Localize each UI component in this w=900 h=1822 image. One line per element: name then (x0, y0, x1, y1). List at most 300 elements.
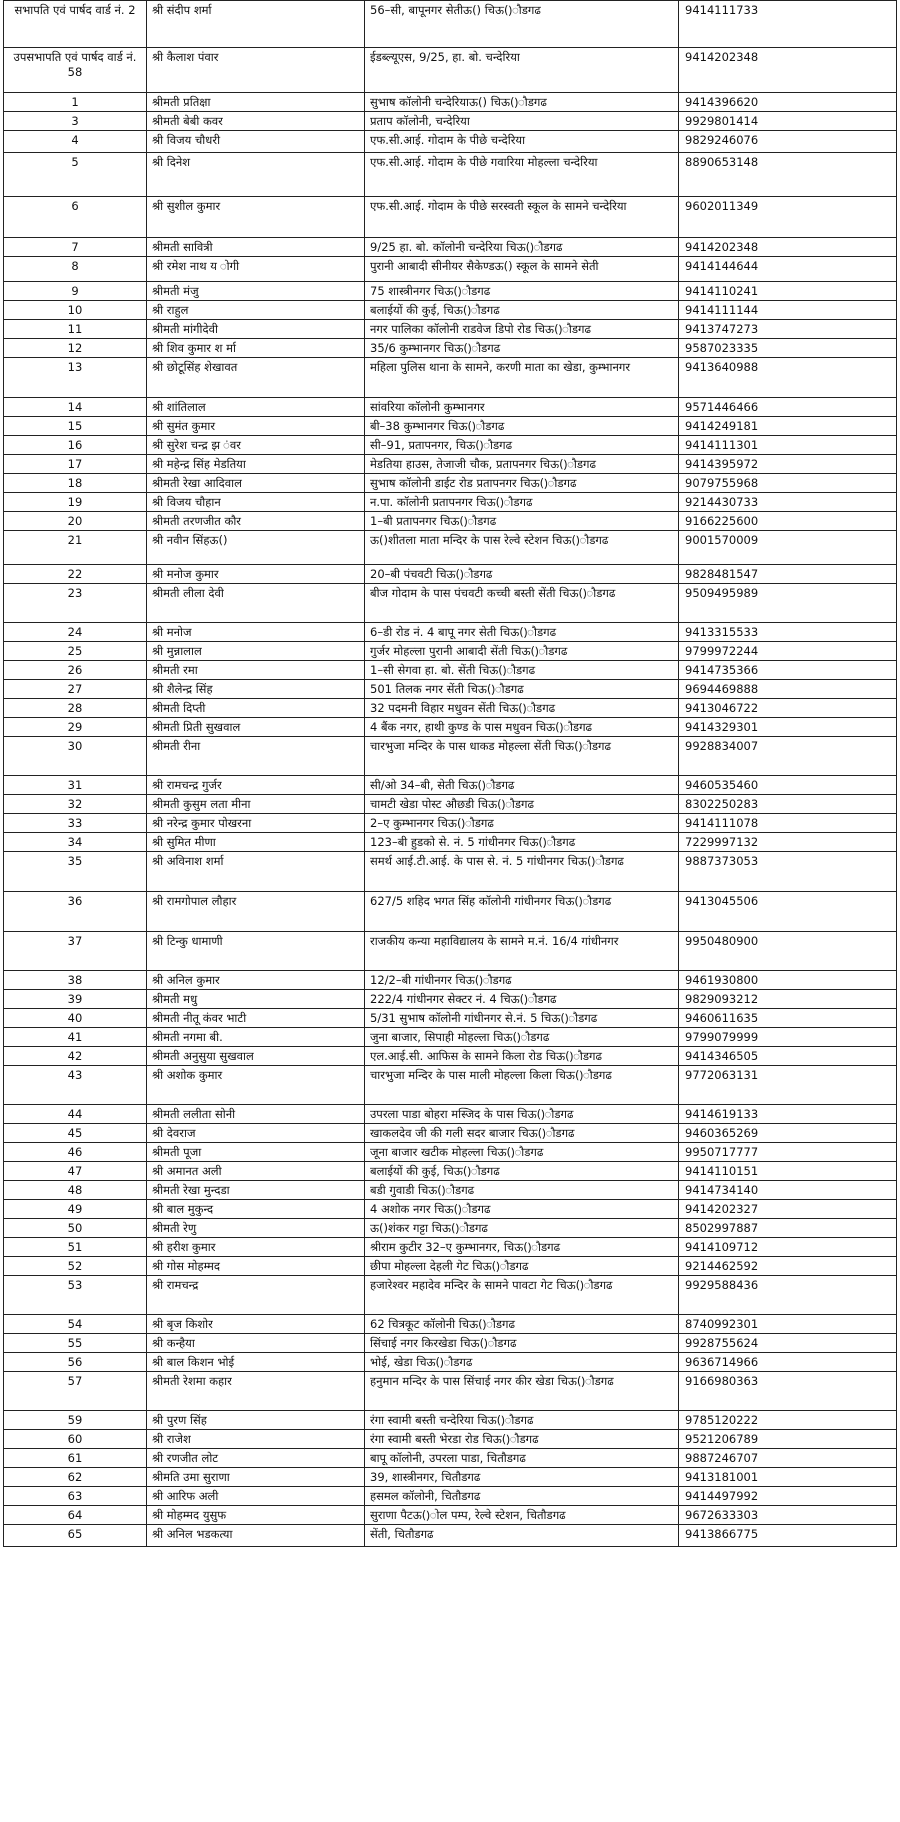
table-row (4, 417, 897, 436)
ward-number: 51 (4, 1238, 147, 1257)
councillor-address: सांवरिया कॉलोनी कुम्भानगर (365, 398, 679, 417)
table-row (4, 531, 897, 565)
councillor-name: श्री सुमित मीणा (147, 833, 365, 852)
councillor-address: राजकीय कन्या महाविद्यालय के सामने म.नं. 16/4 गांधीनगर (365, 932, 679, 971)
councillor-address: 75 शास्त्रीनगर चिऊ()ौडगढ (365, 282, 679, 301)
councillor-phone: 9414111301 (679, 436, 897, 455)
table-row (4, 93, 897, 112)
councillor-name: श्री शैलेन्द्र सिंह (147, 680, 365, 699)
councillor-phone: 9166980363 (679, 1372, 897, 1411)
councillor-address: गुर्जर मोहल्ला पुरानी आबादी सेंती चिऊ()ौडगढ (365, 642, 679, 661)
councillor-name: श्री छोटूसिंह शेखावत (147, 358, 365, 398)
ward-number: 47 (4, 1162, 147, 1181)
ward-number: 40 (4, 1009, 147, 1028)
councillor-name: श्रीमती रीना (147, 737, 365, 776)
councillor-phone: 9928834007 (679, 737, 897, 776)
ward-number: 56 (4, 1353, 147, 1372)
councillor-phone: 9950717777 (679, 1143, 897, 1162)
ward-number: 31 (4, 776, 147, 795)
ward-number: 39 (4, 990, 147, 1009)
councillor-address: 1–बी प्रतापनगर चिऊ()ौडगढ (365, 512, 679, 531)
ward-number: 18 (4, 474, 147, 493)
councillor-address: एफ.सी.आई. गोदाम के पीछे चन्देरिया (365, 131, 679, 153)
ward-number: 60 (4, 1430, 147, 1449)
table-row (4, 565, 897, 584)
ward-number: 14 (4, 398, 147, 417)
table-row (4, 257, 897, 282)
ward-number: 30 (4, 737, 147, 776)
table-row (4, 358, 897, 398)
councillor-name: श्री अविनाश शर्मा (147, 852, 365, 892)
councillor-address: सुभाष कॉलोनी चन्देरियाऊ() चिऊ()ौडगढ (365, 93, 679, 112)
ward-number: 32 (4, 795, 147, 814)
councillor-name: श्री कन्हैया (147, 1334, 365, 1353)
councillor-phone: 9602011349 (679, 197, 897, 238)
councillor-name: श्रीमती अनुसुया सुखवाल (147, 1047, 365, 1066)
table-row (4, 436, 897, 455)
ward-number: 4 (4, 131, 147, 153)
ward-number: 64 (4, 1506, 147, 1525)
councillor-name: श्री अनिल कुमार (147, 971, 365, 990)
ward-number: 11 (4, 320, 147, 339)
office-bearer-post: उपसभापति एवं पार्षद वार्ड नं. 58 (4, 48, 147, 93)
councillor-address: 35/6 कुम्भानगर चिऊ()ौडगढ (365, 339, 679, 358)
councillor-name: श्रीमती बेबी कवर (147, 112, 365, 131)
ward-number: 54 (4, 1315, 147, 1334)
councillor-name: श्री विजय चौधरी (147, 131, 365, 153)
councillor-address: पुरानी आबादी सीनीयर सैकेण्डऊ() स्कूल के सामने सेती (365, 257, 679, 282)
ward-number: 38 (4, 971, 147, 990)
councillor-name: श्रीमती कुसुम लता मीना (147, 795, 365, 814)
councillor-name: श्री टिन्कु धामाणी (147, 932, 365, 971)
councillor-address: चामटी खेडा पोस्ट औछडी चिऊ()ौडगढ (365, 795, 679, 814)
ward-number: 8 (4, 257, 147, 282)
councillor-address: उपरला पाडा बोहरा मस्जिद के पास चिऊ()ौडगढ (365, 1105, 679, 1124)
councillor-phone: 9414497992 (679, 1487, 897, 1506)
office-bearer-row (4, 48, 897, 93)
councillor-name: श्री मुन्नालाल (147, 642, 365, 661)
ward-number: 19 (4, 493, 147, 512)
councillor-phone: 9414110151 (679, 1162, 897, 1181)
ward-number: 15 (4, 417, 147, 436)
councillor-name: श्री रामचन्द्र गुर्जर (147, 776, 365, 795)
councillor-phone: 9950480900 (679, 932, 897, 971)
table-row (4, 1238, 897, 1257)
ward-number: 42 (4, 1047, 147, 1066)
councillor-address: 4 अशोक नगर चिऊ()ौडगढ (365, 1200, 679, 1219)
councillor-phone: 9414110241 (679, 282, 897, 301)
ward-number: 25 (4, 642, 147, 661)
councillor-address: बी–38 कुम्भानगर चिऊ()ौडगढ (365, 417, 679, 436)
councillor-address: रंगा स्वामी बस्ती चन्देरिया चिऊ()ौडगढ (365, 1411, 679, 1430)
table-row (4, 623, 897, 642)
table-row (4, 1334, 897, 1353)
table-row (4, 512, 897, 531)
councillor-name: श्रीमती रेणु (147, 1219, 365, 1238)
councillor-address: एल.आई.सी. आफिस के सामने किला रोड चिऊ()ौडगढ (365, 1047, 679, 1066)
ward-number: 12 (4, 339, 147, 358)
table-row (4, 112, 897, 131)
table-row (4, 699, 897, 718)
councillor-name: श्रीमती मधु (147, 990, 365, 1009)
councillor-name: श्रीमति उमा सुराणा (147, 1468, 365, 1487)
ward-number: 7 (4, 238, 147, 257)
councillor-phone: 9413747273 (679, 320, 897, 339)
councillor-address: 32 पदमनी विहार मधुवन सेंती चिऊ()ौडगढ (365, 699, 679, 718)
councillor-address: रंगा स्वामी बस्ती भेरडा रोड चिऊ()ौडगढ (365, 1430, 679, 1449)
councillor-name: श्री अमानत अली (147, 1162, 365, 1181)
ward-number: 26 (4, 661, 147, 680)
table-row (4, 990, 897, 1009)
councillor-phone: 9414396620 (679, 93, 897, 112)
councillor-address: 222/4 गांधीनगर सेक्टर नं. 4 चिऊ()ौडगढ (365, 990, 679, 1009)
councillor-phone: 9828481547 (679, 565, 897, 584)
ward-number: 20 (4, 512, 147, 531)
ward-number: 34 (4, 833, 147, 852)
table-row (4, 892, 897, 932)
councillor-address: एफ.सी.आई. गोदाम के पीछे गवारिया मोहल्ला चन्देरिया (365, 153, 679, 197)
councillor-name: श्री मनोज (147, 623, 365, 642)
councillor-phone: 9521206789 (679, 1430, 897, 1449)
councillor-name: श्री शिव कुमार श र्मा (147, 339, 365, 358)
councillor-phone: 9414619133 (679, 1105, 897, 1124)
ward-number: 35 (4, 852, 147, 892)
table-row (4, 642, 897, 661)
table-row (4, 1200, 897, 1219)
ward-number: 22 (4, 565, 147, 584)
table-row (4, 1257, 897, 1276)
councillor-name: श्रीमती रेखा मुन्दडा (147, 1181, 365, 1200)
councillor-name: श्री रामगोपाल लौहार (147, 892, 365, 932)
councillor-phone: 9414734140 (679, 1181, 897, 1200)
ward-number: 29 (4, 718, 147, 737)
councillor-phone: 9636714966 (679, 1353, 897, 1372)
table-row (4, 680, 897, 699)
councillor-address: चारभुजा मन्दिर के पास धाकड मोहल्ला सेंती चिऊ()ौडगढ (365, 737, 679, 776)
councillor-phone: 8890653148 (679, 153, 897, 197)
table-row (4, 1430, 897, 1449)
councillor-name: श्री राजेश (147, 1430, 365, 1449)
councillor-phone: 9414111144 (679, 301, 897, 320)
ward-number: 1 (4, 93, 147, 112)
councillor-name: श्री बाल मुकुन्द (147, 1200, 365, 1219)
councillor-address: बलाईयों की कुई, चिऊ()ौडगढ (365, 301, 679, 320)
councillor-address: श्रीराम कुटीर 32–ए कुम्भानगर, चिऊ()ौडगढ (365, 1238, 679, 1257)
councillor-address: हसमल कॉलोनी, चितौडगढ (365, 1487, 679, 1506)
councillor-phone: 7229997132 (679, 833, 897, 852)
table-row (4, 584, 897, 623)
councillor-phone: 9413640988 (679, 358, 897, 398)
councillor-phone: 9414111733 (679, 1, 897, 48)
councillor-address: चारभुजा मन्दिर के पास माली मोहल्ला किला चिऊ()ौडगढ (365, 1066, 679, 1105)
councillor-address: बलाईयों की कुई, चिऊ()ौडगढ (365, 1162, 679, 1181)
councillor-name: श्रीमती रमा (147, 661, 365, 680)
councillor-address: मेडतिया हाउस, तेजाजी चौक, प्रतापनगर चिऊ()ौडगढ (365, 455, 679, 474)
councillor-name: श्री महेन्द्र सिंह मेडतिया (147, 455, 365, 474)
ward-number: 43 (4, 1066, 147, 1105)
table-row (4, 852, 897, 892)
councillor-phone: 9413046722 (679, 699, 897, 718)
councillor-address: सी/ओ 34–बी, सेती चिऊ()ौडगढ (365, 776, 679, 795)
table-row (4, 398, 897, 417)
councillor-address: 9/25 हा. बो. कॉलोनी चन्देरिया चिऊ()ौडगढ (365, 238, 679, 257)
ward-number: 37 (4, 932, 147, 971)
councillor-address: सुराणा पैटऊ()ोल पम्प, रेल्वे स्टेशन, चितौडगढ (365, 1506, 679, 1525)
table-row (4, 131, 897, 153)
councillor-phone: 9694469888 (679, 680, 897, 699)
table-row (4, 1449, 897, 1468)
councillor-address: खाकलदेव जी की गली सदर बाजार चिऊ()ौडगढ (365, 1124, 679, 1143)
councillor-name: श्री पुरण सिंह (147, 1411, 365, 1430)
councillor-phone: 9413181001 (679, 1468, 897, 1487)
councillor-address: एफ.सी.आई. गोदाम के पीछे सरस्वती स्कूल के सामने चन्देरिया (365, 197, 679, 238)
councillor-phone: 9587023335 (679, 339, 897, 358)
councillor-address: समर्थ आई.टी.आई. के पास से. नं. 5 गांधीनगर चिऊ()ौडगढ (365, 852, 679, 892)
table-row (4, 814, 897, 833)
councillor-phone: 9928755624 (679, 1334, 897, 1353)
councillor-address: 123–बी हुडको से. नं. 5 गांधीनगर चिऊ()ौडगढ (365, 833, 679, 852)
table-row (4, 197, 897, 238)
councillor-name: श्री मनोज कुमार (147, 565, 365, 584)
councillor-phone: 9001570009 (679, 531, 897, 565)
councillor-name: श्री मोहम्मद युसुफ (147, 1506, 365, 1525)
table-row (4, 795, 897, 814)
table-row (4, 282, 897, 301)
ward-number: 44 (4, 1105, 147, 1124)
councillor-phone: 9829246076 (679, 131, 897, 153)
ward-number: 52 (4, 1257, 147, 1276)
councillor-address: ऊ()शीतला माता मन्दिर के पास रेल्वे स्टेशन चिऊ()ौडगढ (365, 531, 679, 565)
councillor-phone: 9414329301 (679, 718, 897, 737)
councillor-name: श्री हरीश कुमार (147, 1238, 365, 1257)
councillor-phone: 9414109712 (679, 1238, 897, 1257)
councillor-address: न.पा. कॉलोनी प्रतापनगर चिऊ()ौडगढ (365, 493, 679, 512)
table-row (4, 1009, 897, 1028)
councillor-name: श्रीमती रेखा आदिवाल (147, 474, 365, 493)
table-row (4, 971, 897, 990)
councillor-phone: 9460535460 (679, 776, 897, 795)
councillor-phone: 8740992301 (679, 1315, 897, 1334)
table-row (4, 718, 897, 737)
councillor-address: महिला पुलिस थाना के सामने, करणी माता का खेडा, कुम्भानगर (365, 358, 679, 398)
office-bearer-row (4, 1, 897, 48)
table-row (4, 1143, 897, 1162)
table-row (4, 833, 897, 852)
councillor-address: 56–सी, बापूनगर सेतीऊ() चिऊ()ौडगढ (365, 1, 679, 48)
councillor-phone: 9414735366 (679, 661, 897, 680)
councillor-name: श्री सुरेश चन्द्र झ ंवर (147, 436, 365, 455)
ward-number: 57 (4, 1372, 147, 1411)
ward-number: 59 (4, 1411, 147, 1430)
councillor-phone: 9413045506 (679, 892, 897, 932)
councillor-address: भोई, खेडा चिऊ()ौडगढ (365, 1353, 679, 1372)
table-row (4, 1181, 897, 1200)
councillor-name: श्री सुमंत कुमार (147, 417, 365, 436)
councillor-name: श्रीमती प्रिती सुखवाल (147, 718, 365, 737)
ward-number: 48 (4, 1181, 147, 1200)
table-row (4, 776, 897, 795)
councillor-address: सुभाष कॉलोनी डाईट रोड प्रतापनगर चिऊ()ौडगढ (365, 474, 679, 493)
councillor-phone: 9461930800 (679, 971, 897, 990)
table-row (4, 238, 897, 257)
table-row (4, 1468, 897, 1487)
councillor-name: श्री विजय चौहान (147, 493, 365, 512)
councillor-name: श्री आरिफ अली (147, 1487, 365, 1506)
councillor-address: ऊ()शंकर गट्टा चिऊ()ौडगढ (365, 1219, 679, 1238)
councillor-table (3, 0, 897, 1547)
councillor-name: श्री रामचन्द्र (147, 1276, 365, 1315)
table-row (4, 1028, 897, 1047)
councillor-phone: 9785120222 (679, 1411, 897, 1430)
councillor-address: 20–बी पंचवटी चिऊ()ौडगढ (365, 565, 679, 584)
table-row (4, 1353, 897, 1372)
councillor-name: श्री नवीन सिंहऊ() (147, 531, 365, 565)
councillor-name: श्रीमती लीला देवी (147, 584, 365, 623)
table-row (4, 320, 897, 339)
councillor-name: श्रीमती मांगीदेवी (147, 320, 365, 339)
councillor-name: श्रीमती प्रतिक्षा (147, 93, 365, 112)
councillor-address: जुना बाजार, सिपाही मोहल्ला चिऊ()ौडगढ (365, 1028, 679, 1047)
table-row (4, 1162, 897, 1181)
councillor-name: श्री गोस मोहम्मद (147, 1257, 365, 1276)
councillor-address: 6–डी रोड नं. 4 बापू नगर सेती चिऊ()ौडगढ (365, 623, 679, 642)
table-row (4, 1047, 897, 1066)
ward-number: 21 (4, 531, 147, 565)
councillor-phone: 9571446466 (679, 398, 897, 417)
councillor-phone: 9414395972 (679, 455, 897, 474)
ward-number: 24 (4, 623, 147, 642)
ward-number: 50 (4, 1219, 147, 1238)
councillor-name: श्री अशोक कुमार (147, 1066, 365, 1105)
ward-number: 28 (4, 699, 147, 718)
table-row (4, 1411, 897, 1430)
ward-number: 3 (4, 112, 147, 131)
councillor-address: ईडब्ल्यूएस, 9/25, हा. बो. चन्देरिया (365, 48, 679, 93)
ward-number: 63 (4, 1487, 147, 1506)
councillor-phone: 9414202327 (679, 1200, 897, 1219)
councillor-name: श्रीमती सावित्री (147, 238, 365, 257)
ward-number: 49 (4, 1200, 147, 1219)
councillor-phone: 8302250283 (679, 795, 897, 814)
ward-number: 5 (4, 153, 147, 197)
councillor-phone: 9414202348 (679, 48, 897, 93)
table-row (4, 1105, 897, 1124)
table-row (4, 1276, 897, 1315)
councillor-phone: 9772063131 (679, 1066, 897, 1105)
ward-number: 61 (4, 1449, 147, 1468)
councillor-name: श्री बाल किशन भोई (147, 1353, 365, 1372)
councillor-address: 627/5 शहिद भगत सिंह कॉलोनी गांधीनगर चिऊ()ौडगढ (365, 892, 679, 932)
councillor-name: श्री नरेन्द्र कुमार पोखरना (147, 814, 365, 833)
councillor-address: 2–ए कुम्भानगर चिऊ()ौडगढ (365, 814, 679, 833)
councillor-name: श्री देवराज (147, 1124, 365, 1143)
councillor-address: छीपा मोहल्ला देहली गेट चिऊ()ौडगढ (365, 1257, 679, 1276)
councillor-name: श्रीमती मंजु (147, 282, 365, 301)
councillor-address: सेंती, चितौडगढ (365, 1525, 679, 1547)
councillor-phone: 9460611635 (679, 1009, 897, 1028)
councillor-address: जूना बाजार खटीक मोहल्ला चिऊ()ौडगढ (365, 1143, 679, 1162)
councillor-address: हनुमान मन्दिर के पास सिंचाई नगर कीर खेडा चिऊ()ौडगढ (365, 1372, 679, 1411)
councillor-phone: 9214430733 (679, 493, 897, 512)
office-bearer-post: सभापति एवं पार्षद वार्ड नं. 2 (4, 1, 147, 48)
ward-number: 9 (4, 282, 147, 301)
table-row (4, 455, 897, 474)
ward-number: 6 (4, 197, 147, 238)
councillor-address: नगर पालिका कॉलोनी राडवेज डिपो रोड चिऊ()ौडगढ (365, 320, 679, 339)
councillor-address: 12/2–बी गांधीनगर चिऊ()ौडगढ (365, 971, 679, 990)
councillor-name: श्री दिनेश (147, 153, 365, 197)
councillor-name: श्री बृज किशोर (147, 1315, 365, 1334)
councillor-phone: 9509495989 (679, 584, 897, 623)
councillor-name: श्रीमती नगमा बी. (147, 1028, 365, 1047)
table-row (4, 1506, 897, 1525)
councillor-phone: 9079755968 (679, 474, 897, 493)
councillor-phone: 8502997887 (679, 1219, 897, 1238)
councillor-phone: 9929588436 (679, 1276, 897, 1315)
table-row (4, 1219, 897, 1238)
table-row (4, 1124, 897, 1143)
ward-number: 62 (4, 1468, 147, 1487)
table-row (4, 1315, 897, 1334)
ward-number: 16 (4, 436, 147, 455)
councillor-name: श्री अनिल भडकत्या (147, 1525, 365, 1547)
councillor-name: श्री संदीप शर्मा (147, 1, 365, 48)
table-row (4, 1487, 897, 1506)
councillor-address: 62 चित्रकूट कॉलोनी चिऊ()ौडगढ (365, 1315, 679, 1334)
councillor-phone: 9414249181 (679, 417, 897, 436)
councillor-phone: 9887373053 (679, 852, 897, 892)
ward-number: 33 (4, 814, 147, 833)
councillor-name: श्रीमती दिप्ती (147, 699, 365, 718)
councillor-address: प्रताप कॉलोनी, चन्देरिया (365, 112, 679, 131)
councillor-phone: 9672633303 (679, 1506, 897, 1525)
ward-number: 65 (4, 1525, 147, 1547)
councillor-address: 39, शास्त्रीनगर, चितौडगढ (365, 1468, 679, 1487)
table-row (4, 339, 897, 358)
councillor-address: 5/31 सुभाष कॉलोनी गांधीनगर से.नं. 5 चिऊ()ौडगढ (365, 1009, 679, 1028)
councillor-name: श्रीमती पूजा (147, 1143, 365, 1162)
table-row (4, 661, 897, 680)
ward-number: 10 (4, 301, 147, 320)
councillor-phone: 9166225600 (679, 512, 897, 531)
ward-number: 53 (4, 1276, 147, 1315)
table-row (4, 474, 897, 493)
ward-number: 27 (4, 680, 147, 699)
table-row (4, 153, 897, 197)
ward-number: 13 (4, 358, 147, 398)
councillor-phone: 9460365269 (679, 1124, 897, 1143)
councillor-address: 1–सी सेगवा हा. बो. सेंती चिऊ()ौडगढ (365, 661, 679, 680)
councillor-address: बापू कॉलोनी, उपरला पाडा, चितौडगढ (365, 1449, 679, 1468)
councillor-phone: 9414144644 (679, 257, 897, 282)
councillor-address: सी–91, प्रतापनगर, चिऊ()ौडगढ (365, 436, 679, 455)
ward-number: 23 (4, 584, 147, 623)
table-row (4, 1066, 897, 1105)
ward-number: 46 (4, 1143, 147, 1162)
councillor-name: श्रीमती तरणजीत कौर (147, 512, 365, 531)
councillor-name: श्री राहुल (147, 301, 365, 320)
table-row (4, 1372, 897, 1411)
councillor-phone: 9829093212 (679, 990, 897, 1009)
table-row (4, 301, 897, 320)
councillor-phone: 9799079999 (679, 1028, 897, 1047)
councillor-address: सिंचाई नगर किरखेडा चिऊ()ौडगढ (365, 1334, 679, 1353)
ward-number: 45 (4, 1124, 147, 1143)
councillor-phone: 9414202348 (679, 238, 897, 257)
councillor-name: श्रीमती ललीता सोनी (147, 1105, 365, 1124)
councillor-table-body (4, 1, 897, 1547)
ward-number: 41 (4, 1028, 147, 1047)
